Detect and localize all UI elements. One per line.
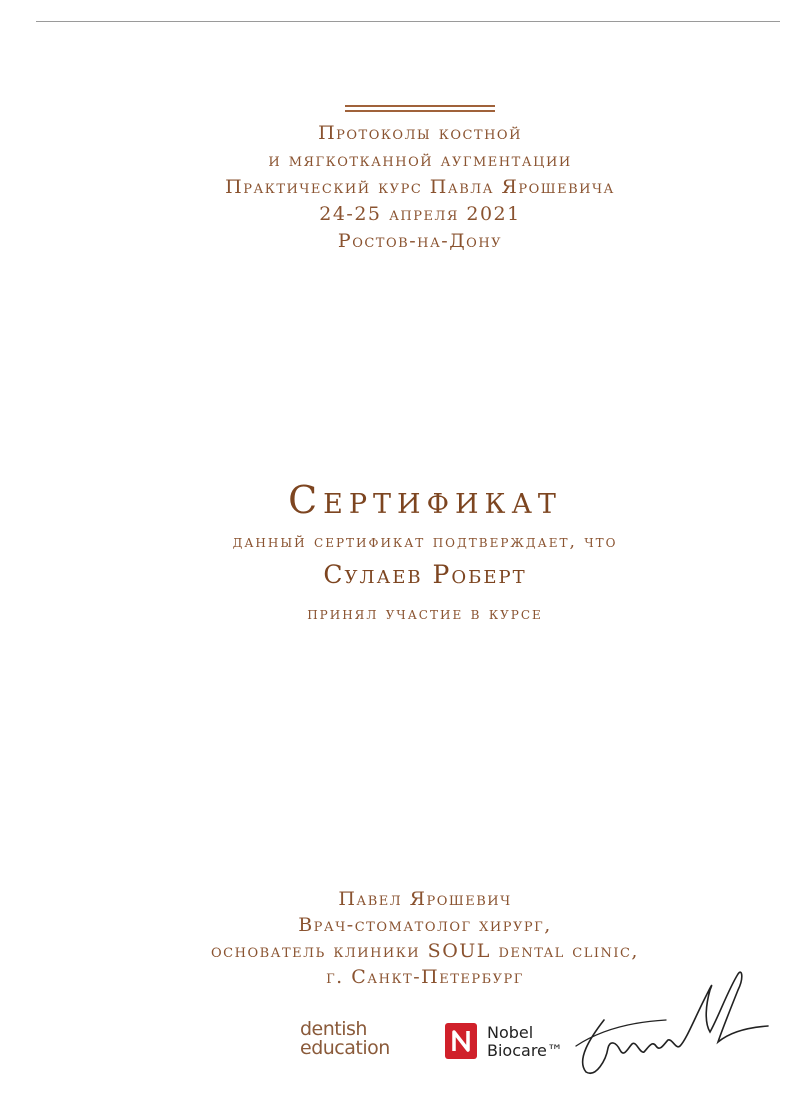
course-subtitle: Практический курс Павла Ярошевича bbox=[225, 176, 615, 198]
nobel-biocare-logo-icon bbox=[444, 1022, 478, 1060]
course-title-line-2: и мягкотканной аугментации bbox=[268, 149, 572, 171]
nobel-logo-line-1: Nobel bbox=[487, 1023, 534, 1042]
confirm-text: данный сертификат подтверждает, что bbox=[232, 532, 618, 552]
dentish-logo-line-1: dentish bbox=[300, 1018, 367, 1040]
signatory-clinic: основатель клиники SOUL dental clinic, bbox=[211, 940, 639, 962]
nobel-biocare-logo-text bbox=[487, 1024, 563, 1060]
course-location: Ростов-на-Дону bbox=[337, 230, 503, 252]
nobel-logo-line-2: Biocare™ bbox=[487, 1041, 563, 1060]
dentish-education-logo bbox=[300, 1020, 390, 1058]
course-title-line-1: Протоколы костной bbox=[318, 122, 522, 144]
course-date: 24-25 апреля 2021 bbox=[319, 203, 521, 225]
recipient-name: Сулаев Роберт bbox=[323, 560, 527, 589]
certificate-title: Сертификат bbox=[288, 478, 562, 522]
top-border-line bbox=[36, 21, 780, 22]
dentish-logo-line-2: education bbox=[300, 1037, 390, 1059]
signatory-position: Врач-стоматолог хирург, bbox=[298, 914, 552, 936]
participation-text: принял участие в курсе bbox=[307, 604, 543, 624]
course-info bbox=[0, 120, 800, 255]
signatory-city: г. Санкт-Петербург bbox=[326, 966, 524, 988]
header-ornament bbox=[345, 105, 495, 115]
handwritten-signature bbox=[570, 960, 780, 1080]
signatory-name: Павел Ярошевич bbox=[338, 888, 512, 910]
